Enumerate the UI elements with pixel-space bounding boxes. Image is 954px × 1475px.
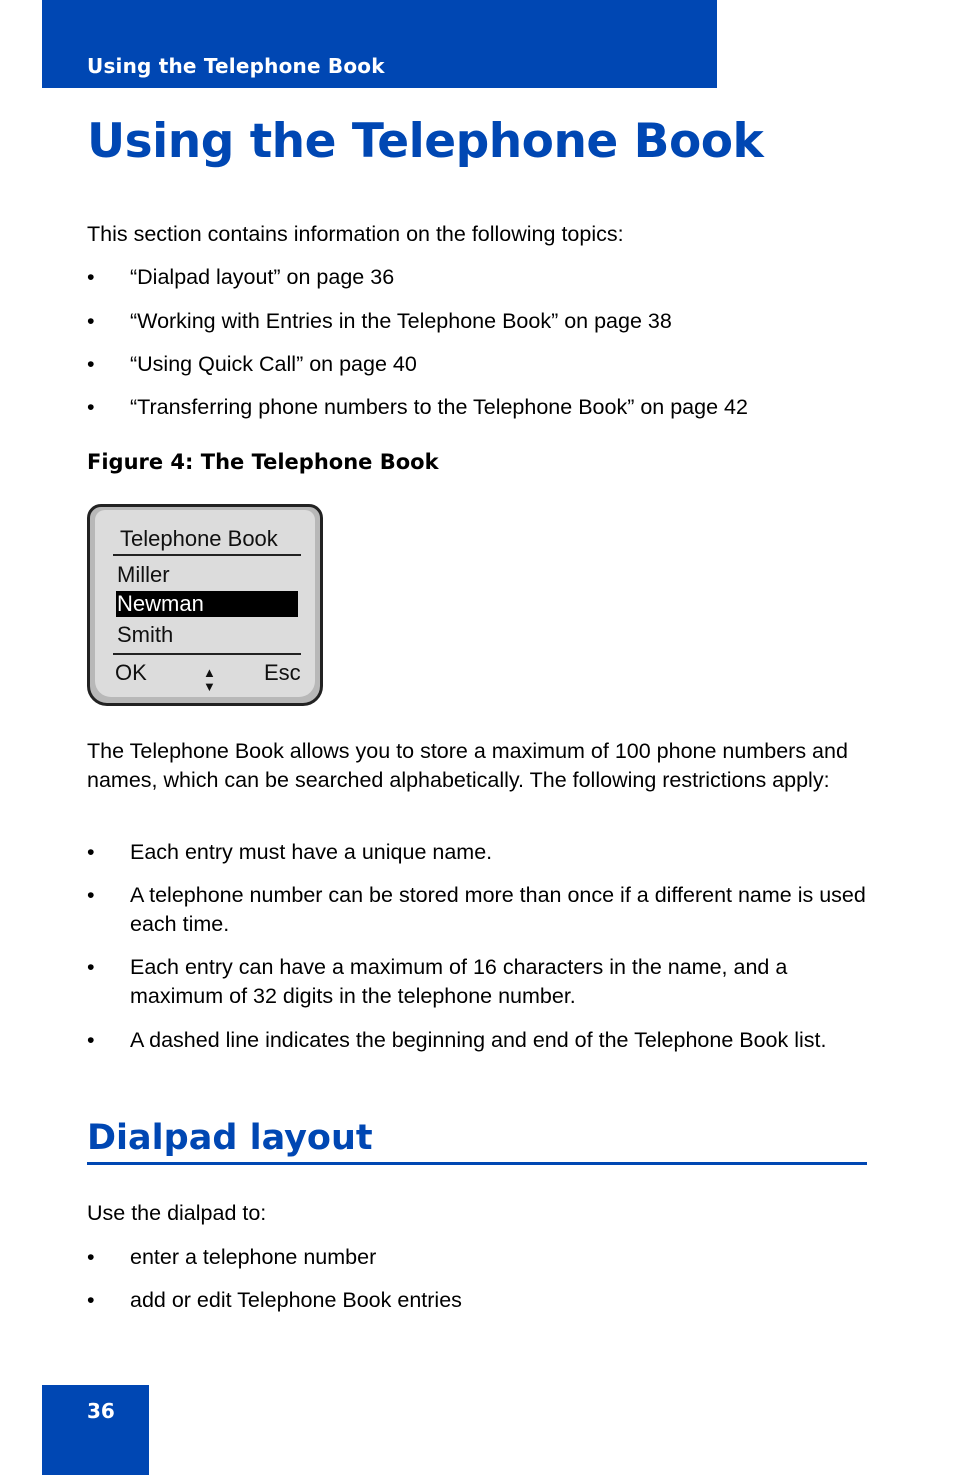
page-title: Using the Telephone Book: [87, 114, 764, 169]
phone-display: [87, 504, 323, 706]
screen-title: Telephone Book: [120, 526, 278, 551]
topic-link[interactable]: “Using Quick Call” on page 40: [130, 352, 417, 376]
list-item: Miller: [117, 562, 170, 587]
screen-divider: [113, 653, 301, 655]
restriction-text: Each entry must have a unique name.: [130, 840, 493, 864]
bullet-icon: •: [87, 840, 95, 864]
bullet-icon: •: [87, 955, 95, 979]
bullet-icon: •: [87, 1245, 95, 1269]
use-text: add or edit Telephone Book entries: [130, 1288, 462, 1312]
softkey-esc: Esc: [264, 660, 301, 685]
body-paragraph: The Telephone Book allows you to store a maximum of 100 phone numbers and names, which can be searched alphabetically. The following restrictions apply:: [87, 739, 848, 792]
topic-link[interactable]: “Working with Entries in the Telephone Book” on page 38: [130, 309, 672, 333]
scroll-arrows-icon: [203, 666, 216, 694]
list-item-selected: Newman: [116, 591, 298, 617]
section-intro: Use the dialpad to:: [87, 1201, 267, 1225]
header-band: [42, 0, 717, 88]
footer-box: [42, 1385, 149, 1475]
bullet-icon: •: [87, 309, 95, 333]
section-title: Dialpad layout: [87, 1118, 373, 1158]
arrow-up-icon: ▲: [203, 665, 216, 680]
restriction-text: A dashed line indicates the beginning and end of the Telephone Book list.: [130, 1028, 827, 1052]
running-header: Using the Telephone Book: [87, 54, 385, 78]
restriction-text: A telephone number can be stored more than once if a different name is used each time.: [130, 883, 866, 936]
intro-text: This section contains information on the following topics:: [87, 222, 624, 246]
figure-caption: Figure 4: The Telephone Book: [87, 450, 439, 474]
section-rule: [87, 1162, 867, 1165]
use-text: enter a telephone number: [130, 1245, 377, 1269]
bullet-icon: •: [87, 1288, 95, 1312]
list-item: Smith: [117, 622, 174, 647]
bullet-icon: •: [87, 352, 95, 376]
arrow-down-icon: ▼: [203, 679, 216, 694]
softkey-ok: OK: [115, 660, 147, 685]
topic-link[interactable]: “Transferring phone numbers to the Telephone Book” on page 42: [130, 395, 748, 419]
screen-divider: [113, 554, 301, 556]
topic-link[interactable]: “Dialpad layout” on page 36: [130, 265, 395, 289]
bullet-icon: •: [87, 265, 95, 289]
restriction-text: Each entry can have a maximum of 16 characters in the name, and a maximum of 32 digits in the telephone number.: [130, 955, 788, 1008]
bullet-icon: •: [87, 395, 95, 419]
bullet-icon: •: [87, 883, 95, 907]
bullet-icon: •: [87, 1028, 95, 1052]
phone-screen: [95, 510, 315, 697]
page-number: 36: [87, 1399, 115, 1423]
